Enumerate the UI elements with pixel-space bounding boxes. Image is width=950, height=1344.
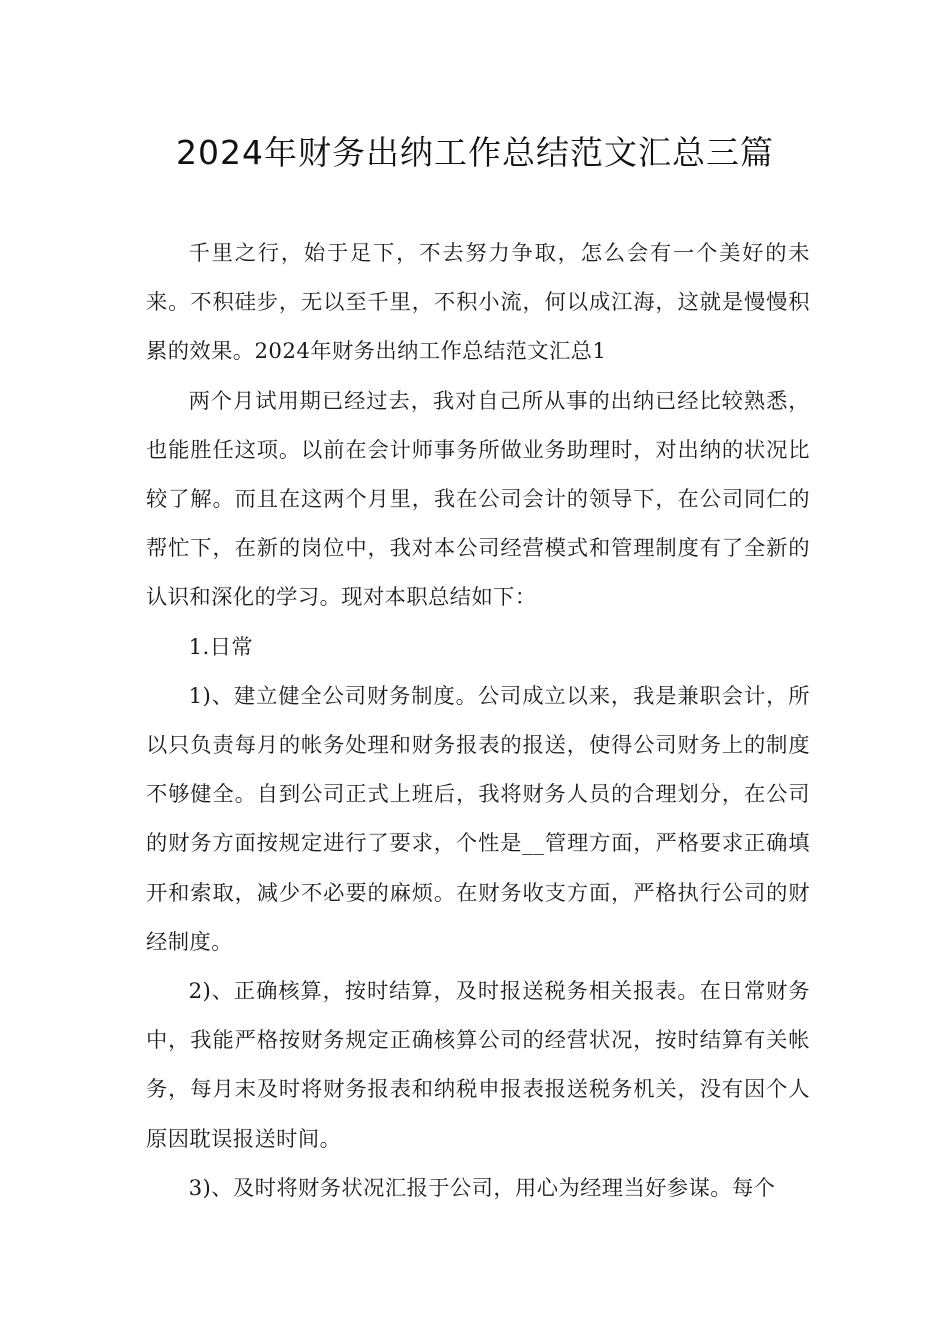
document-body <box>146 229 810 1213</box>
paragraph-item-2: 2)、正确核算，按时结算，及时报送税务相关报表。在日常财务中，我能严格按财务规定正确核算公司的经营状况，按时结算有关帐务，每月末及时将财务报表和纳税申报表报送税务机关，没有因个人原因耽误报送时间。 <box>146 979 810 1152</box>
section-heading-daily: 1.日常 <box>188 634 254 660</box>
paragraph-item-1: 1)、建立健全公司财务制度。公司成立以来，我是兼职会计，所以只负责每月的帐务处理和财务报表的报送，使得公司财务上的制度不够健全。自到公司正式上班后，我将财务人员的合理划分，在公司的财务方面按规定进行了要求，个性是__管理方面，严格要求正确填开和索取，减少不必要的麻烦。在财务收支方面，严格执行公司的财经制度。 <box>146 683 810 955</box>
document-title: 2024年财务出纳工作总结范文汇总三篇 <box>176 133 774 172</box>
paragraph-item-3: 3)、及时将财务状况汇报于公司，用心为经理当好参谋。每个 <box>188 1175 776 1201</box>
paragraph-probation: 两个月试用期已经过去，我对自己所从事的出纳已经比较熟悉，也能胜任这项。以前在会计师事务所做业务助理时，对出纳的状况比较了解。而且在这两个月里，我在公司会计的领导下，在公司同仁的帮忙下，在新的岗位中，我对本公司经营模式和管理制度有了全新的认识和深化的学习。现对本职总结如下： <box>146 388 810 611</box>
paragraph-intro: 千里之行，始于足下，不去努力争取，怎么会有一个美好的未来。不积硅步，无以至千里，不积小流，何以成江海，这就是慢慢积累的效果。2024年财务出纳工作总结范文汇总1 <box>146 241 810 365</box>
